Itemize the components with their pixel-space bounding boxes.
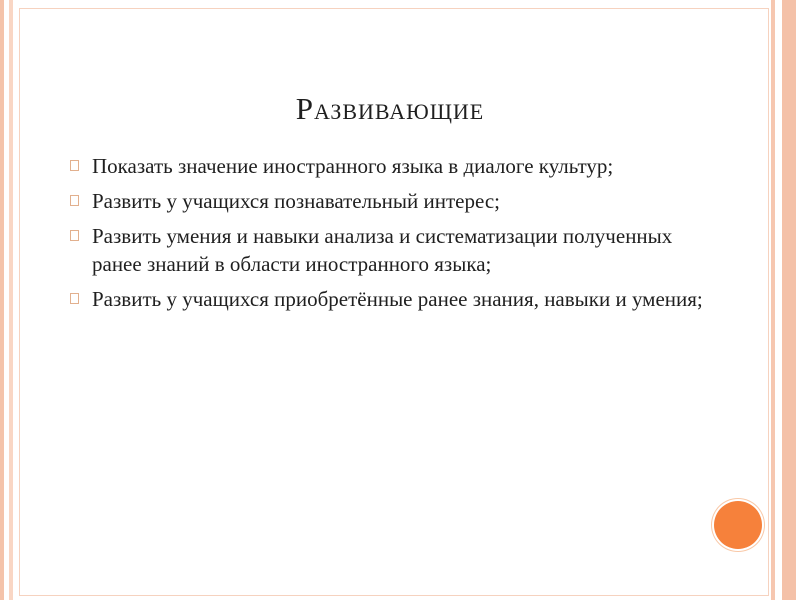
slide-title: Развивающие [295, 91, 485, 126]
bullet-text: Развить у учащихся приобретённые ранее знания, навыки и умения; [92, 287, 703, 311]
hollow-square-icon [70, 293, 79, 304]
bullet-item [70, 222, 710, 278]
bullet-list [70, 152, 710, 320]
content-frame [19, 8, 769, 596]
left-border-inner [9, 0, 13, 600]
hollow-square-icon [70, 230, 79, 241]
right-border-inner [771, 0, 775, 600]
bullet-text: Показать значение иностранного языка в диалоге культур; [92, 154, 614, 178]
orange-circle-decoration [714, 501, 762, 549]
left-border-outer [0, 0, 4, 600]
hollow-square-icon [70, 160, 79, 171]
bullet-item [70, 285, 710, 313]
bullet-text: Развить у учащихся познавательный интерес; [92, 189, 500, 213]
bullet-item [70, 187, 710, 215]
right-border-outer [782, 0, 796, 600]
hollow-square-icon [70, 195, 79, 206]
bullet-text: Развить умения и навыки анализа и систематизации полученных ранее знаний в области иностранного языка; [92, 224, 673, 276]
bullet-item [70, 152, 710, 180]
